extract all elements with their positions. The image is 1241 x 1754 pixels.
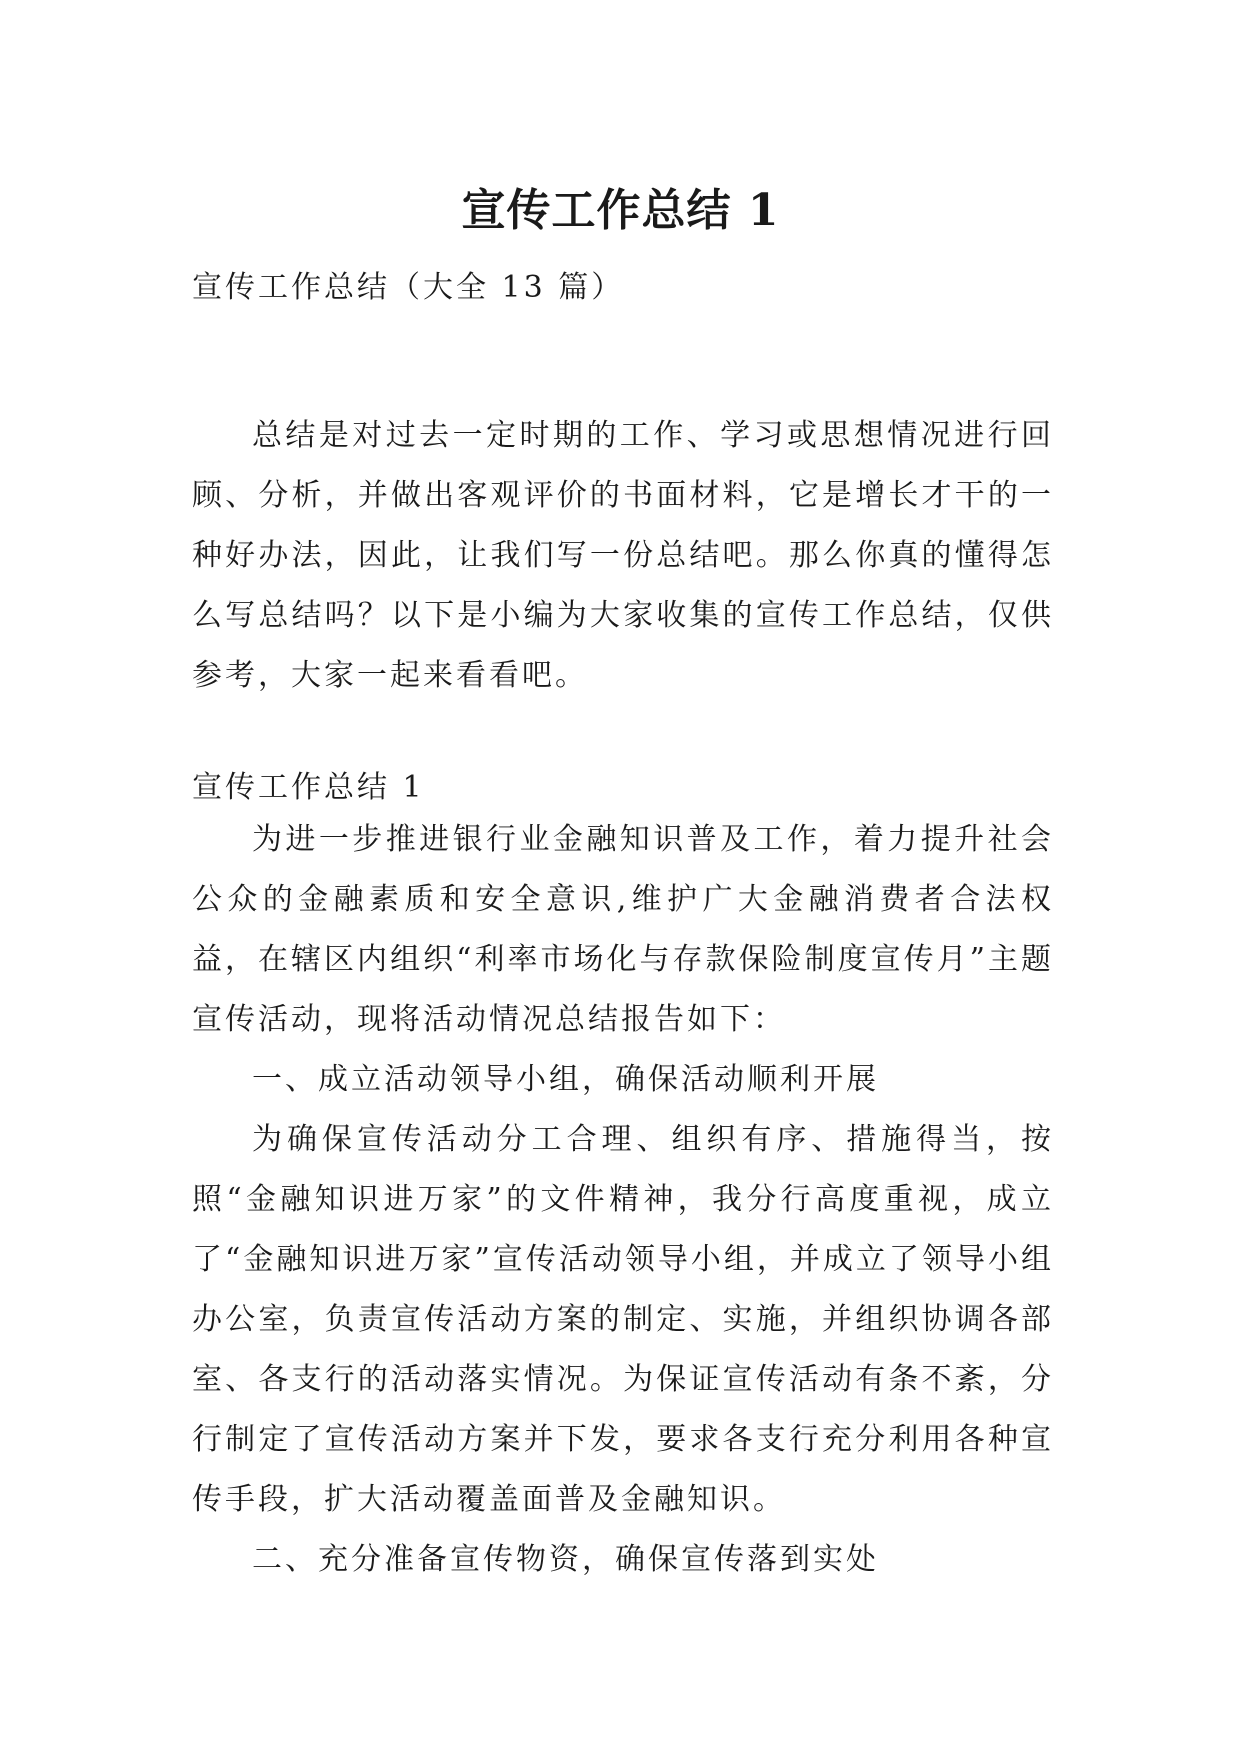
body-paragraph: 为确保宣传活动分工合理、组织有序、措施得当，按照“金融知识进万家”的文件精神，我分行高度重视，成立了“金融知识进万家”宣传活动领导小组，并成立了领导小组办公室，负责宣传活动方案的制定、实施，并组织协调各部室、各支行的活动落实情况。为保证宣传活动有条不紊，分行制定了宣传活动方案并下发，要求各支行充分利用各种宣传手段，扩大活动覆盖面普及金融知识。 [192, 1122, 1054, 1517]
body-paragraph: 为进一步推进银行业金融知识普及工作，着力提升社会公众的金融素质和安全意识,维护广大金融消费者合法权益，在辖区内组织“利率市场化与存款保险制度宣传月”主题宣传活动，现将活动情况总结报告如下： [192, 822, 1054, 1037]
document-subtitle: 宣传工作总结（大全 13 篇） [192, 270, 625, 305]
intro-paragraph: 总结是对过去一定时期的工作、学习或思想情况进行回顾、分析，并做出客观评价的书面材料，它是增长才干的一种好办法，因此，让我们写一份总结吧。那么你真的懂得怎么写总结吗？以下是小编为大家收集的宣传工作总结，仅供参考，大家一起来看看吧。 [192, 418, 1054, 693]
section-heading-1: 一、成立活动领导小组，确保活动顺利开展 [252, 1062, 879, 1097]
document-title: 宣传工作总结 1 [461, 185, 780, 237]
section-body [192, 810, 1054, 1590]
section-heading-2: 二、充分准备宣传物资，确保宣传落到实处 [252, 1542, 879, 1577]
section-title: 宣传工作总结 1 [192, 770, 425, 805]
